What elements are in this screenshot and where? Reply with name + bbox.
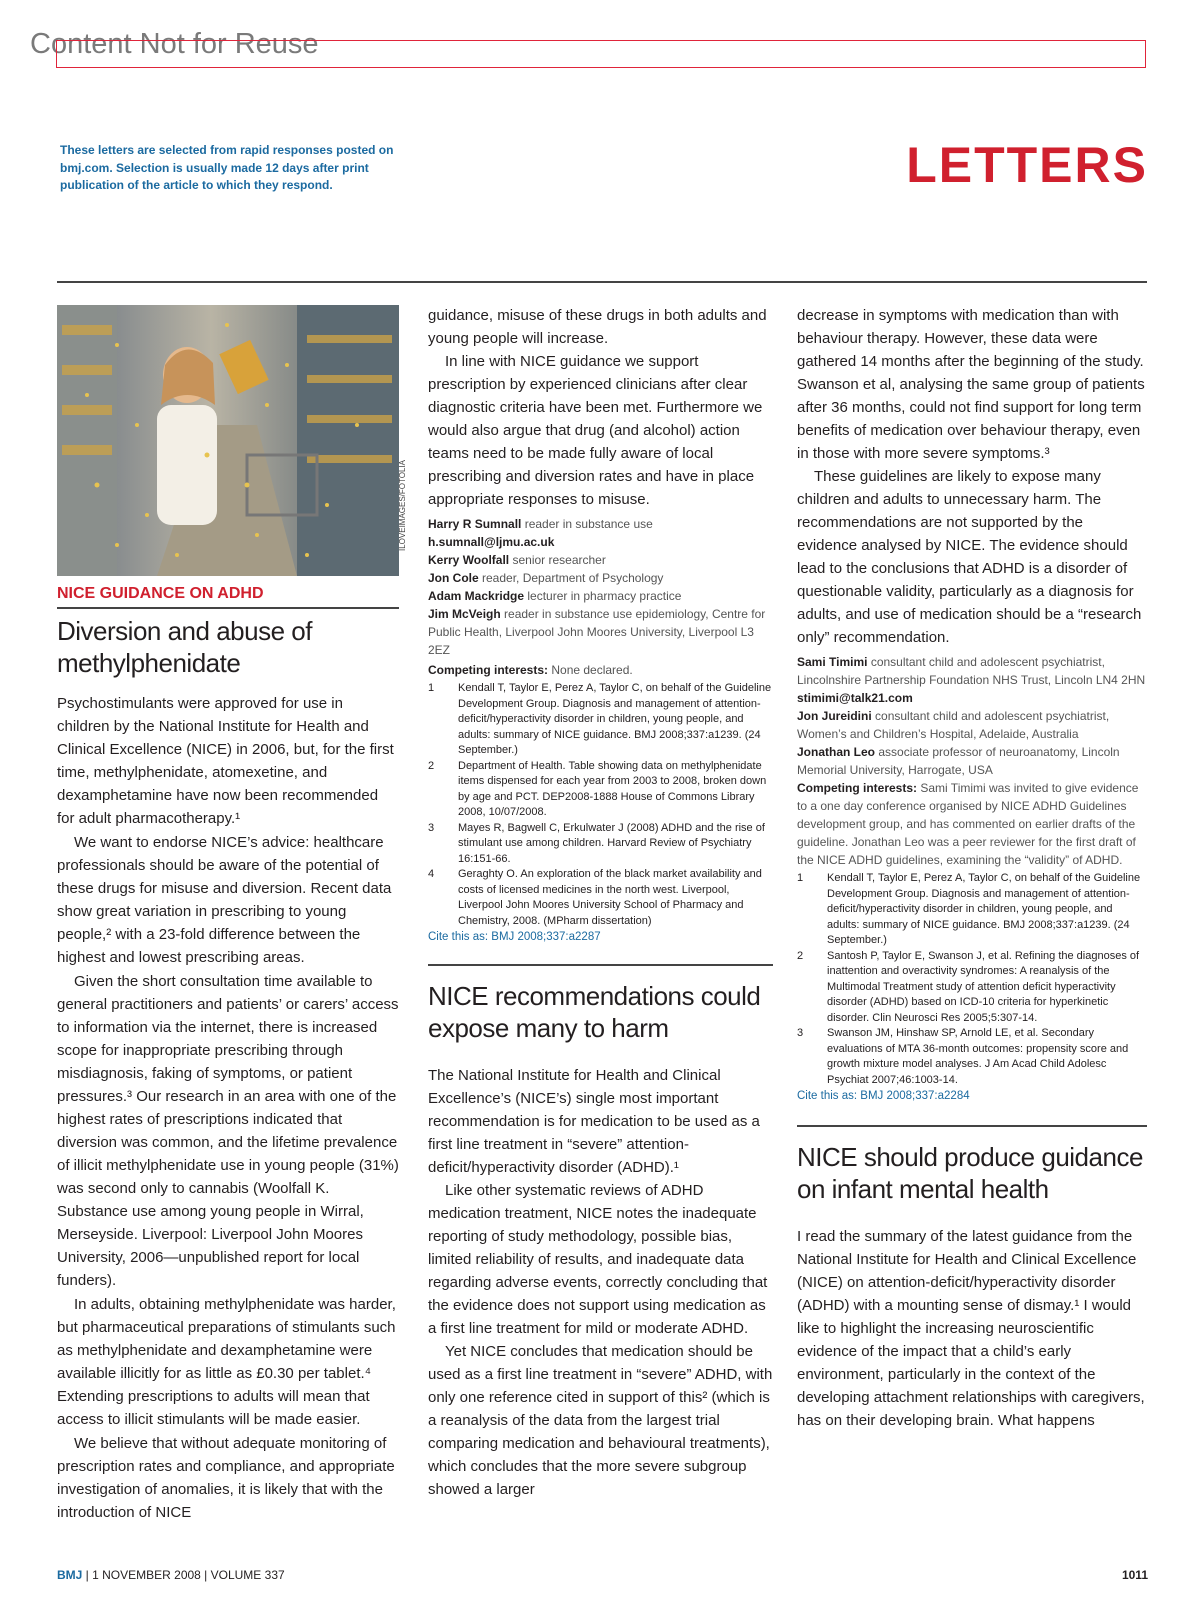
- paragraph: guidance, misuse of these drugs in both adults and young people will increase.: [428, 307, 767, 347]
- letter1-body: [57, 692, 399, 1524]
- letter1-citation: Cite this as: BMJ 2008;337:a2287: [428, 931, 601, 943]
- letter1-authors: [428, 515, 773, 679]
- column-3: [797, 304, 1147, 1432]
- competing-interests: Competing interests: None declared.: [428, 663, 633, 677]
- reference-item: 2 Department of Health. Table showing data on methylphenidate items dispensed for each year from 2003 to 2008, broken down by age and PCT. DEP2008-1888 House of Commons Library 2008, 10/07/2008.: [428, 759, 767, 818]
- paragraph: The National Institute for Health and Clinical Excellence’s (NICE’s) single most important recommendation is for medication to be used as a first line treatment in “severe” attention-deficit/hyperactivity disorder (ADHD).¹: [428, 1066, 760, 1176]
- footer-issue: BMJ | 1 NOVEMBER 2008 | VOLUME 337: [57, 1568, 285, 1582]
- reference-item: 1 Kendall T, Taylor E, Perez A, Taylor C, on behalf of the Guideline Development Group. Diagnosis and management of attention-deficit/hyperactivity disorder in children, young people, and adults: summary of NICE guidance. BMJ 2008;337:a1239. (24 September.): [428, 682, 772, 756]
- paragraph: I read the summary of the latest guidance from the National Institute for Health and Clinical Excellence (NICE) on attention-deficit/hyperactivity disorder (ADHD) with a mounting sense of dismay.¹ I would like to highlight the increasing neuroscientific evidence of the impact that a child’s early environment, particularly in the context of the developing attachment relationships with caregivers, has on their developing brain. What happens: [797, 1227, 1145, 1429]
- reference-item: 3 Mayes R, Bagwell C, Erkulwater J (2008) ADHD and the rise of stimulant use among children. Harvard Review of Psychiatry 16:151-66.: [428, 821, 765, 865]
- paragraph: These guidelines are likely to expose many children and adults to unnecessary harm. The recommendations are not supported by the evidence analysed by NICE. The evidence should lead to the conclusions that ADHD is a disorder of questionable validity, particularly as a diagnosis for adults, and use of medication should be a “research only” recommendation.: [797, 468, 1142, 646]
- supermarket-photo-illustration: [57, 305, 399, 576]
- reference-item: 3 Swanson JM, Hinshaw SP, Arnold LE, et al. Secondary evaluations of MTA 36-month outcomes: propensity score and growth mixture model analyses. J Am Acad Child Adolesc Psychiat 2007;46:1003-14.: [797, 1027, 1129, 1086]
- author: Jonathan Leo associate professor of neuroanatomy, Lincoln Memorial University, Harrogate, USA: [797, 745, 1120, 777]
- author: Jon Jureidini consultant child and adolescent psychiatrist, Women’s and Children’s Hospital, Adelaide, Australia: [797, 709, 1110, 741]
- letter1-references: [428, 681, 773, 929]
- top-divider: [57, 281, 1147, 283]
- paragraph: Given the short consultation time available to general practitioners and patients’ or carers’ access to information via the internet, there is increased scope for inappropriate prescribing through misdiagnosis, faking of symptoms, or patient pressures.³ Our research in an area with one of the highest rates of prescriptions indicated that diversion was common, and the lifetime prevalence of illicit methylphenidate use in young people (31%) was second only to cannabis (Woolfall K. Substance use among young people in Wirral, Merseyside. Liverpool: Liverpool John Moores University, 2006—unpublished report for local funders).: [57, 973, 399, 1289]
- paragraph: Yet NICE concludes that medication should be used as a first line treatment in “severe” ADHD, with only one reference cited in support of this² (which is a reanalysis of the data from the largest trial comparing medication and behavioural treatments), which concludes that the more severe subgroup showed a larger: [428, 1342, 773, 1498]
- reference-item: 2 Santosh P, Taylor E, Swanson J, et al. Refining the diagnoses of inattention and overactivity syndromes: A reanalysis of the Multimodal Treatment study of attention deficit hyperactivity disorder (ADHD) based on ICD-10 criteria for hyperkinetic disorder. Clin Neurosci Res 2005;5:307-14.: [797, 949, 1140, 1024]
- author: Adam Mackridge lecturer in pharmacy practice: [428, 589, 682, 603]
- kicker-divider: [57, 607, 399, 609]
- letter1-title: Diversion and abuse of methylphenidate: [57, 616, 312, 678]
- paragraph: We believe that without adequate monitoring of prescription rates and compliance, and appropriate investigation of anomalies, it is likely that with the introduction of NICE: [57, 1435, 395, 1521]
- section-divider: [797, 1125, 1147, 1127]
- section-divider: [428, 964, 773, 966]
- watermark-text: Content Not for Reuse: [30, 28, 319, 60]
- letter2-citation: Cite this as: BMJ 2008;337:a2284: [797, 1090, 970, 1102]
- section-title: LETTERS: [906, 137, 1148, 193]
- competing-interests: Competing interests: Sami Timimi was invited to give evidence to a one day conference organised by NICE ADHD Guidelines development group, and has commented on earlier drafts of the guideline. Jonathan Leo was a peer reviewer for the first draft of the NICE ADHD guidelines, examining the “validity” of ADHD.: [797, 781, 1139, 867]
- author-email: h.sumnall@ljmu.ac.uk: [428, 535, 555, 549]
- paragraph: Like other systematic reviews of ADHD medication treatment, NICE notes the inadequate reporting of study methodology, possible bias, limited reliability of results, and inadequate data regarding adverse events, correctly concluding that the evidence does not support using medication as a first line treatment for mild or moderate ADHD.: [428, 1181, 768, 1337]
- author-email[interactable]: stimimi@talk21.com: [797, 691, 913, 705]
- paragraph: decrease in symptoms with medication than with behaviour therapy. However, these data were gathered 14 months after the beginning of the study. Swanson et al, analysing the same group of patients after 36 months, could not find support for long term benefits of medication over behaviour therapy, even in those with more severe symptoms.³: [797, 307, 1145, 462]
- author: Harry R Sumnall reader in substance use: [428, 517, 653, 531]
- page-number: 1011: [1121, 1568, 1148, 1582]
- paragraph: In line with NICE guidance we support prescription by experienced clinicians after clear diagnostic criteria have been met. Furthermore we would also argue that drug (and alcohol) action teams need to be made fully aware of local prescribing and diversion rates and have in place appropriate responses to misuse.: [428, 353, 763, 508]
- author: Jon Cole reader, Department of Psychology: [428, 571, 664, 585]
- watermark-frame: [56, 40, 1146, 68]
- letter2-authors: [797, 653, 1147, 869]
- author: Sami Timimi consultant child and adolescent psychiatrist, Lincolnshire Partnership Foundation NHS Trust, Lincoln LN4 2HN stimimi@talk21.com: [797, 655, 1146, 705]
- column-2: [428, 304, 773, 1501]
- paragraph: In adults, obtaining methylphenidate was harder, but pharmaceutical preparations of stimulants such as methylphenidate and dexamphetamine were available illicitly for as little as £0.30 per tablet.⁴ Extending prescriptions to adults will mean that access to illicit stimulants will be made easier.: [57, 1296, 396, 1428]
- article-photo: [57, 305, 399, 576]
- reference-item: 1 Kendall T, Taylor E, Perez A, Taylor C, on behalf of the Guideline Development Group. Diagnosis and management of attention-deficit/hyperactivity disorder in children, young people, and adults: summary of NICE guidance. BMJ 2008;337:a1239. (24 September.): [797, 872, 1141, 946]
- paragraph: We want to endorse NICE’s advice: healthcare professionals should be aware of the potential of these drugs for misuse and diversion. Recent data show great variation in prescribing to young people,² with a 23-fold difference between the highest and lowest prescribing areas.: [57, 834, 392, 966]
- author: Kerry Woolfall senior researcher: [428, 553, 606, 567]
- reference-item: 4 Geraghty O. An exploration of the black market availability and costs of licensed medicines in the north west. Liverpool, Liverpool John Moores University School of Pharmacy and Chemistry, 2008. (MPharm dissertation): [428, 868, 762, 927]
- letter1-kicker: NICE GUIDANCE ON ADHD: [57, 585, 264, 602]
- letter2-title: NICE recommendations could expose many to harm: [428, 980, 761, 1043]
- letter3-title: NICE should produce guidance on infant mental health: [797, 1141, 1143, 1204]
- paragraph: Psychostimulants were approved for use in children by the National Institute for Health and Clinical Excellence (NICE) in 2006, but, for the first time, methylphenidate, atomexetine, and dexamphetamine have now been recommended for adult pharmacotherapy.¹: [57, 695, 394, 827]
- letter2-references: [797, 871, 1147, 1088]
- author: Jim McVeigh reader in substance use epidemiology, Centre for Public Health, Liverpool John Moores University, Liverpool L3 2EZ: [428, 607, 766, 657]
- photo-credit: ILOVEIMAGES/FOTOLIA: [398, 460, 407, 551]
- section-intro: These letters are selected from rapid responses posted on bmj.com. Selection is usually made 12 days after print publication of the article to which they respond.: [60, 143, 394, 192]
